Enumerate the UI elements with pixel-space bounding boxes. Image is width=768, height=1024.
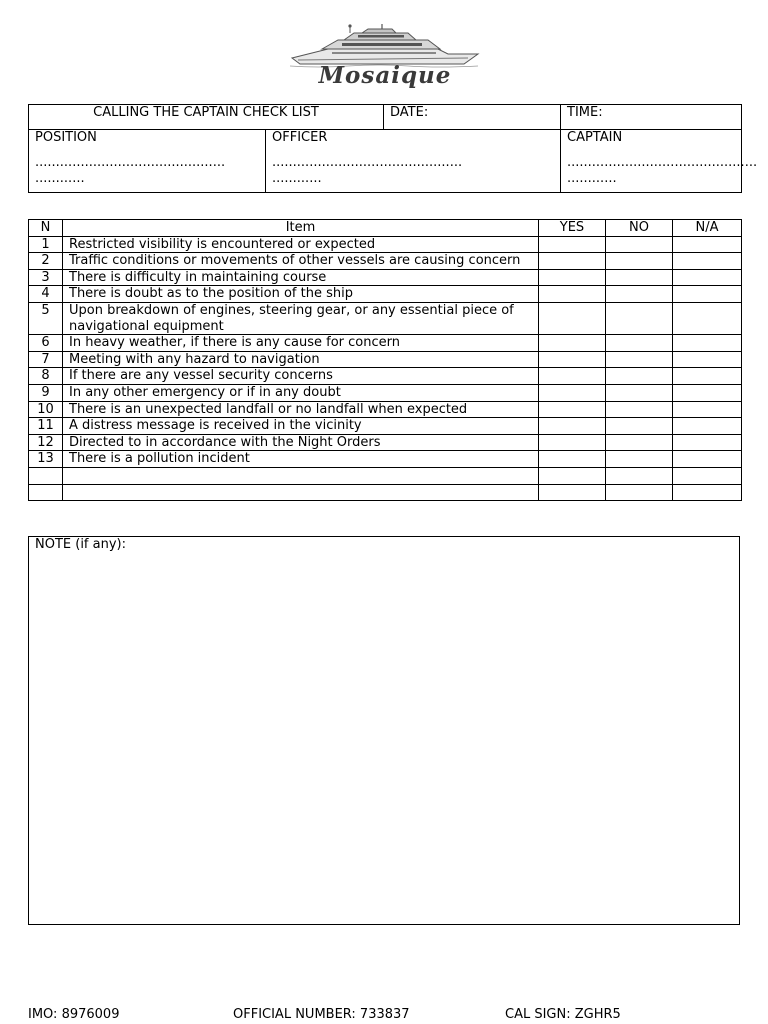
table-row: [29, 467, 742, 484]
no-cell[interactable]: [606, 253, 673, 270]
time-field[interactable]: [561, 105, 742, 130]
checklist-title: CALLING THE CAPTAIN CHECK LIST: [29, 105, 384, 130]
row-item: Upon breakdown of engines, steering gear, or any essential piece of navigational equipment: [63, 302, 539, 334]
row-number: 2: [29, 253, 63, 270]
no-cell[interactable]: [606, 384, 673, 401]
captain-field[interactable]: [561, 130, 758, 193]
checklist-header-row: [29, 220, 742, 237]
row-item: There is an unexpected landfall or no landfall when expected: [63, 401, 539, 418]
row-number: 6: [29, 335, 63, 352]
row-number: 11: [29, 418, 63, 435]
yes-cell[interactable]: [539, 302, 606, 334]
row-item: [63, 467, 539, 484]
row-item: Meeting with any hazard to navigation: [63, 351, 539, 368]
position-field[interactable]: [29, 130, 266, 193]
table-row: [29, 351, 742, 368]
official-number: OFFICIAL NUMBER: 733837: [233, 1007, 410, 1022]
table-row: [29, 368, 742, 385]
note-box[interactable]: [28, 536, 740, 925]
imo-number: IMO: 8976009: [28, 1007, 120, 1022]
officer-field[interactable]: [266, 130, 561, 193]
officer-dots: .............................................. ............: [272, 155, 463, 186]
na-cell[interactable]: [673, 384, 742, 401]
na-cell[interactable]: [673, 351, 742, 368]
yes-cell[interactable]: [539, 418, 606, 435]
row-number: 10: [29, 401, 63, 418]
note-label: NOTE (if any):: [35, 537, 126, 552]
row-item: There is a pollution incident: [63, 451, 539, 468]
row-number: [29, 467, 63, 484]
no-cell[interactable]: [606, 236, 673, 253]
row-number: 4: [29, 286, 63, 303]
yes-cell[interactable]: [539, 467, 606, 484]
no-cell[interactable]: [606, 286, 673, 303]
yes-cell[interactable]: [539, 335, 606, 352]
column-header-no: NO: [606, 220, 673, 237]
no-cell[interactable]: [606, 335, 673, 352]
captain-dots: .............................................. ............: [567, 155, 758, 186]
yes-cell[interactable]: [539, 451, 606, 468]
na-cell[interactable]: [673, 335, 742, 352]
na-cell[interactable]: [673, 401, 742, 418]
row-item: In heavy weather, if there is any cause for concern: [63, 335, 539, 352]
row-item: In any other emergency or if in any doubt: [63, 384, 539, 401]
na-cell[interactable]: [673, 418, 742, 435]
yes-cell[interactable]: [539, 384, 606, 401]
table-row: [29, 434, 742, 451]
row-number: 5: [29, 302, 63, 334]
table-row: [29, 484, 742, 501]
row-number: 3: [29, 269, 63, 286]
na-cell[interactable]: [673, 451, 742, 468]
na-cell[interactable]: [673, 368, 742, 385]
position-label: POSITION: [35, 130, 97, 145]
yes-cell[interactable]: [539, 286, 606, 303]
yes-cell[interactable]: [539, 351, 606, 368]
na-cell[interactable]: [673, 253, 742, 270]
call-sign: CAL SIGN: ZGHR5: [505, 1007, 621, 1022]
table-row: [29, 401, 742, 418]
na-cell[interactable]: [673, 269, 742, 286]
row-item: [63, 484, 539, 501]
table-row: [29, 335, 742, 352]
column-header-item: Item: [63, 220, 539, 237]
no-cell[interactable]: [606, 302, 673, 334]
row-number: 12: [29, 434, 63, 451]
column-header-na: N/A: [673, 220, 742, 237]
row-item: A distress message is received in the vicinity: [63, 418, 539, 435]
no-cell[interactable]: [606, 451, 673, 468]
row-number: 13: [29, 451, 63, 468]
officer-label: OFFICER: [272, 130, 328, 145]
row-item: Traffic conditions or movements of other vessels are causing concern: [63, 253, 539, 270]
no-cell[interactable]: [606, 351, 673, 368]
na-cell[interactable]: [673, 286, 742, 303]
no-cell[interactable]: [606, 269, 673, 286]
no-cell[interactable]: [606, 368, 673, 385]
yes-cell[interactable]: [539, 253, 606, 270]
table-row: [29, 253, 742, 270]
na-cell[interactable]: [673, 484, 742, 501]
time-label: TIME:: [567, 105, 603, 120]
row-number: [29, 484, 63, 501]
position-dots: .............................................. ............: [35, 155, 226, 186]
no-cell[interactable]: [606, 434, 673, 451]
date-label: DATE:: [390, 105, 429, 120]
table-row: [29, 451, 742, 468]
checklist-table: [28, 219, 742, 501]
na-cell[interactable]: [673, 467, 742, 484]
row-number: 1: [29, 236, 63, 253]
header-table: [28, 104, 758, 193]
row-item: There is doubt as to the position of the ship: [63, 286, 539, 303]
company-logo: [288, 24, 482, 90]
table-row: [29, 236, 742, 253]
row-number: 9: [29, 384, 63, 401]
row-item: There is difficulty in maintaining course: [63, 269, 539, 286]
no-cell[interactable]: [606, 467, 673, 484]
yes-cell[interactable]: [539, 401, 606, 418]
yes-cell[interactable]: [539, 368, 606, 385]
row-number: 7: [29, 351, 63, 368]
row-item: Directed to in accordance with the Night Orders: [63, 434, 539, 451]
column-header-yes: YES: [539, 220, 606, 237]
na-cell[interactable]: [673, 236, 742, 253]
table-row: [29, 269, 742, 286]
yes-cell[interactable]: [539, 484, 606, 501]
row-item: If there are any vessel security concerns: [63, 368, 539, 385]
row-number: 8: [29, 368, 63, 385]
no-cell[interactable]: [606, 401, 673, 418]
date-field[interactable]: [384, 105, 561, 130]
na-cell[interactable]: [673, 302, 742, 334]
table-row: [29, 286, 742, 303]
column-header-n: N: [29, 220, 63, 237]
yes-cell[interactable]: [539, 236, 606, 253]
table-row: [29, 384, 742, 401]
yes-cell[interactable]: [539, 434, 606, 451]
na-cell[interactable]: [673, 434, 742, 451]
row-item: Restricted visibility is encountered or expected: [63, 236, 539, 253]
no-cell[interactable]: [606, 418, 673, 435]
table-row: [29, 302, 742, 334]
table-row: [29, 418, 742, 435]
captain-label: CAPTAIN: [567, 130, 623, 145]
yes-cell[interactable]: [539, 269, 606, 286]
no-cell[interactable]: [606, 484, 673, 501]
brand-name: Mosaique: [318, 62, 452, 89]
